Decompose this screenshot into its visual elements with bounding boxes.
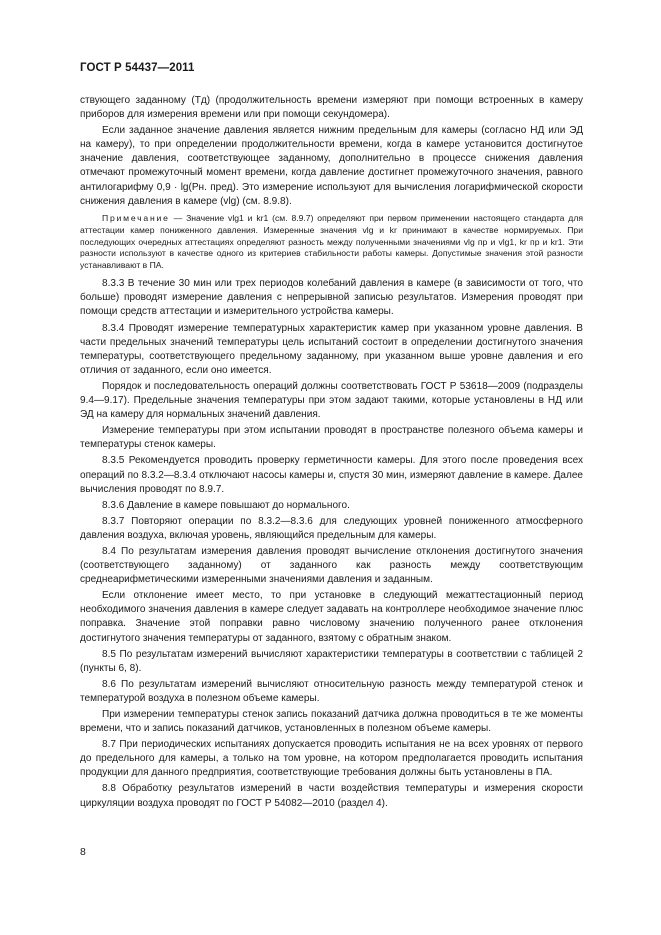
note (80, 213, 583, 273)
clause-8-7: 8.7 При периодических испытаниях допускается проводить испытания не на всех уровнях от первого до предельного для камеры, а только на том уровне, на котором предполагается проводить испытания продукции для данного предприятия, соответствующие требования должны быть установлены в ПА. (80, 739, 583, 779)
paragraph-temperature-measurement: Измерение температуры при этом испытании проводят в пространстве полезного объема камеры и температуры стенок камеры. (80, 425, 583, 451)
clause-8-3-4: 8.3.4 Проводят измерение температурных характеристик камер при указанном уровне давления. В части предельных значений температуры цель испытаний состоит в определении достигнутого значения температуры, соответствующего предельному заданному, при указанном выше уровне давления и его отличия от заданного, если оно имеется. (80, 322, 583, 376)
note-label: Примечание (102, 212, 170, 223)
page-body (80, 94, 583, 813)
paragraph-lower-limit-pressure: Если заданное значение давления является нижним предельным для камеры (согласно НД или ЭД на камеру), то при определении продолжительности времени, когда в камере установится достигнутое значение давления, соответствующее заданному, дополнительно в процессе снижения давления отмечают промежуточный момент времени, когда давление достигнет промежуточного значения, равного антилогарифму 0,9 · lg(Pн. пред). Это измерение используют для вычисления логарифмической скорости снижения давления в камере (vlg) (см. 8.9.8). (80, 125, 583, 207)
clause-8-3-5: 8.3.5 Рекомендуется проводить проверку герметичности камеры. Для этого после проведения всех операций по 8.3.2—8.3.4 отключают насосы камеры и, спустя 30 мин, измеряют давление в камере. Далее вычисления проводят по 8.9.7. (80, 455, 583, 495)
paragraph-wall-temperature: При измерении температуры стенок запись показаний датчика должна проводиться в те же моменты времени, что и запись показаний датчиков, установленных в полезном объеме камеры. (80, 709, 583, 735)
document-header: ГОСТ Р 54437—2011 (80, 62, 195, 74)
clause-8-6: 8.6 По результатам измерений вычисляют относительную разность между температурой стенок и температурой воздуха в полезном объеме камеры. (80, 678, 583, 704)
clause-8-3-6: 8.3.6 Давление в камере повышают до нормального. (102, 499, 350, 511)
paragraph-order-of-operations: Порядок и последовательность операций должны соответствовать ГОСТ Р 53618—2009 (подразделы 9.4—9.17). Предельные значения температуры при этом задают такими, которые установлены в НД или ЭД на камеру для нормальных значений давления. (80, 380, 583, 421)
clause-8-3-7: 8.3.7 Повторяют операции по 8.3.2—8.3.6 для следующих уровней пониженного атмосферного давления воздуха, включая уровень, являющийся предельным для камеры. (80, 515, 583, 541)
clause-8-5: 8.5 По результатам измерений вычисляют характеристики температуры в соответствии с таблицей 2 (пункты 6, 8). (80, 648, 583, 674)
note-text: — Значение vlg1 и kr1 (см. 8.9.7) определяют при первом применении настоящего стандарта для аттестации камер пониженного давления. Измеренные значения vlg и kr принимают в качестве нормируемых. При последующих очередных аттестациях определяют разность между полученными значениями vlg пр и vlg1, kr пр и kr1. Эти разности используют в качестве одного из критериев стабильности работы камеры. Допустимые значения этой разности устанавливают в ПА. (80, 212, 583, 271)
clause-8-4: 8.4 По результатам измерения давления проводят вычисление отклонения достигнутого значения (соответствующего заданному) от заданного как разность между соответствующим среднеарифметическими измеренными значениями давления и заданным. (80, 545, 583, 586)
paragraph-deviation-correction: Если отклонение имеет место, то при установке в следующий межаттестационный период необходимого значения давления в камере следует задавать на контроллере необходимое значение плюс поправка. Значение этой поправки равно числовому значению полученного ранее отклонения достигнутого значения температуры от заданного, взятому с обратным знаком. (80, 590, 583, 644)
paragraph-continuation: ствующего заданному (Тд) (продолжительность времени измеряют при помощи встроенных в камеру приборов для измерения времени или при помощи секундомера). (80, 95, 583, 121)
page-number: 8 (80, 846, 86, 858)
clause-8-3-3: 8.3.3 В течение 30 мин или трех периодов колебаний давления в камере (в зависимости от того, что больше) проводят измерение давления с непрерывной записью результатов. Измерения проводят при помощи средств аттестации и измерительного устройства камеры. (80, 278, 583, 318)
clause-8-8: 8.8 Обработку результатов измерений в части воздействия температуры и измерения скорости циркуляции воздуха проводят по ГОСТ Р 54082—2010 (раздел 4). (80, 783, 583, 809)
